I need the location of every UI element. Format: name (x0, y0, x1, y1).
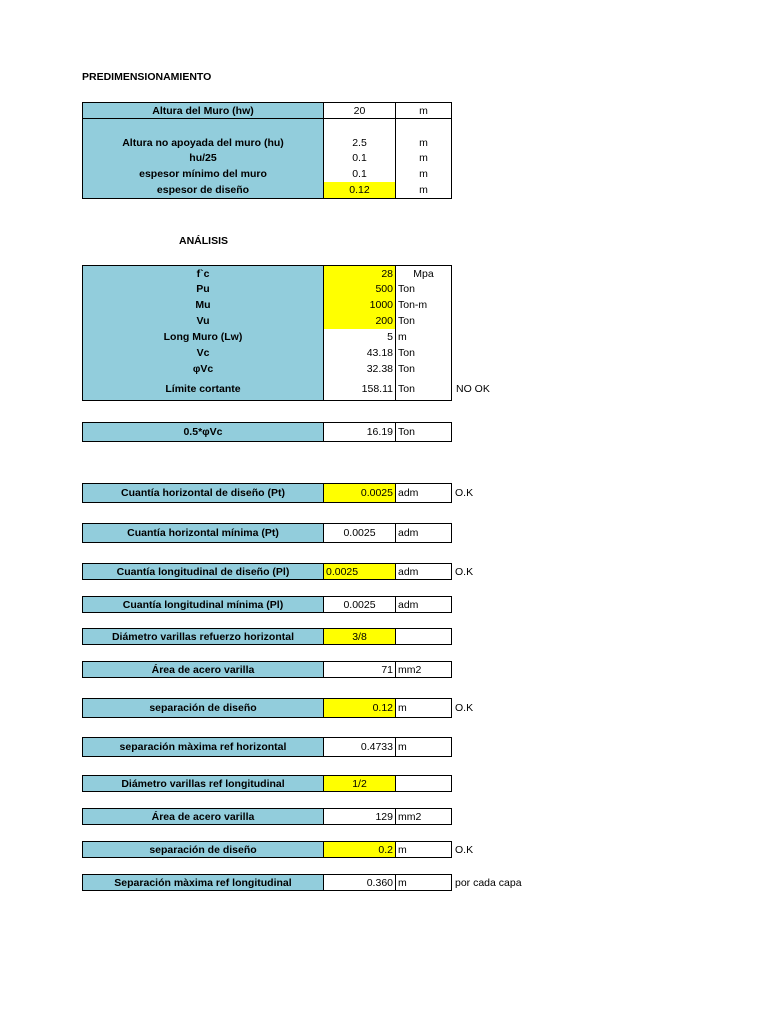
section-title-analisis: ANÁLISIS (179, 235, 229, 247)
table-row (82, 737, 452, 757)
row-unit: Ton (395, 313, 452, 330)
status-note: por cada capa (455, 876, 522, 889)
row-label: Área de acero varilla (82, 661, 324, 678)
row-label: Vc (82, 345, 324, 362)
row-unit: Mpa (395, 265, 452, 282)
row-value[interactable]: 200 (323, 313, 396, 330)
row-unit: Ton-m (395, 297, 452, 314)
row-label: Cuantía horizontal mínima (Pt) (82, 523, 324, 543)
row-unit: m (395, 841, 452, 858)
table-row (82, 329, 452, 346)
row-unit: m (395, 182, 452, 199)
row-value[interactable]: 2.5 (323, 118, 396, 151)
table-row (82, 102, 452, 119)
table-row (82, 361, 452, 378)
table-row (82, 150, 452, 167)
table-row (82, 377, 490, 401)
row-value[interactable]: 71 (323, 661, 396, 678)
row-label: Diámetro varillas ref longitudinal (82, 775, 324, 792)
row-value[interactable]: 3/8 (323, 628, 396, 645)
status-note: O.K (455, 487, 474, 499)
row-value[interactable]: 28 (323, 265, 396, 282)
table-row (82, 166, 452, 183)
row-unit: m (395, 102, 452, 119)
row-unit: Ton (395, 422, 452, 442)
row-label: Cuantía longitudinal mínima (Pl) (82, 596, 324, 613)
table-row (82, 523, 452, 543)
row-value[interactable]: 129 (323, 808, 396, 825)
row-unit: m (395, 874, 452, 891)
row-unit: m (395, 737, 452, 757)
row-unit: adm (395, 563, 452, 580)
row-unit: Ton (395, 345, 452, 362)
table-row (82, 775, 452, 792)
row-label: Cuantía longitudinal de diseño (Pl) (82, 563, 324, 580)
row-label: separación màxima ref horizontal (82, 737, 324, 757)
row-label: f`c (82, 265, 324, 282)
row-value[interactable]: 158.11 (323, 377, 396, 401)
row-label: Vu (82, 313, 324, 330)
row-label: espesor mínimo del muro (82, 166, 324, 183)
row-value[interactable]: 5 (323, 329, 396, 346)
row-unit: adm (395, 523, 452, 543)
status-note: O.K (455, 843, 474, 856)
status-note: NO OK (456, 383, 490, 395)
row-unit: m (395, 150, 452, 167)
table-row (82, 118, 452, 151)
row-unit: adm (395, 596, 452, 613)
row-value[interactable]: 0.2 (323, 841, 396, 858)
row-value[interactable]: 43.18 (323, 345, 396, 362)
row-value[interactable]: 0.0025 (323, 563, 396, 580)
row-label: Separación màxima ref longitudinal (82, 874, 324, 891)
row-value[interactable]: 0.1 (323, 150, 396, 167)
row-value[interactable]: 0.4733 (323, 737, 396, 757)
row-unit: m (395, 166, 452, 183)
table-row (82, 563, 473, 580)
row-label: hu/25 (82, 150, 324, 167)
table-row (82, 841, 473, 858)
row-value[interactable]: 16.19 (323, 422, 396, 442)
table-row (82, 422, 452, 442)
row-value[interactable]: 0.12 (323, 182, 396, 199)
row-unit (395, 628, 452, 645)
row-unit: Ton (395, 281, 452, 298)
row-unit: mm2 (395, 808, 452, 825)
table-row (82, 596, 452, 613)
table-row (82, 182, 452, 199)
row-value[interactable]: 500 (323, 281, 396, 298)
status-note: O.K (455, 702, 474, 714)
row-label: Cuantía horizontal de diseño (Pt) (82, 483, 324, 503)
row-label: Límite cortante (82, 377, 324, 401)
row-unit: m (395, 329, 452, 346)
row-label: Área de acero varilla (82, 808, 324, 825)
row-value[interactable]: 0.0025 (323, 596, 396, 613)
row-value[interactable]: 0.0025 (323, 523, 396, 543)
row-label: Altura del Muro (hw) (82, 102, 324, 119)
row-unit: mm2 (395, 661, 452, 678)
row-label: separación de diseño (82, 698, 324, 718)
table-row (82, 265, 452, 282)
table-row (82, 281, 452, 298)
section-title-predimensionamiento: PREDIMENSIONAMIENTO (82, 71, 212, 83)
table-row (82, 874, 522, 891)
row-unit: Ton (395, 361, 452, 378)
row-value[interactable]: 0.1 (323, 166, 396, 183)
row-label: Long Muro (Lw) (82, 329, 324, 346)
table-row (82, 808, 452, 825)
row-value[interactable]: 1/2 (323, 775, 396, 792)
status-note: O.K (455, 565, 474, 578)
row-value[interactable]: 0.0025 (323, 483, 396, 503)
row-unit: m (395, 118, 452, 151)
row-label: φVc (82, 361, 324, 378)
row-value[interactable]: 1000 (323, 297, 396, 314)
row-label: Mu (82, 297, 324, 314)
row-unit: m (395, 698, 452, 718)
row-value[interactable]: 32.38 (323, 361, 396, 378)
row-label: Altura no apoyada del muro (hu) (82, 118, 324, 151)
table-row (82, 345, 452, 362)
row-unit: Ton (395, 377, 452, 401)
row-value[interactable]: 0.360 (323, 874, 396, 891)
row-label: 0.5*φVc (82, 422, 324, 442)
table-row (82, 313, 452, 330)
row-value[interactable]: 0.12 (323, 698, 396, 718)
table-row (82, 297, 452, 314)
table-row (82, 661, 452, 678)
table-row (82, 698, 473, 718)
row-label: Diámetro varillas refuerzo horizontal (82, 628, 324, 645)
row-label: separación de diseño (82, 841, 324, 858)
row-unit (395, 775, 452, 792)
row-value[interactable]: 20 (323, 102, 396, 119)
table-row (82, 628, 452, 645)
row-label: Pu (82, 281, 324, 298)
row-label: espesor de diseño (82, 182, 324, 199)
row-unit: adm (395, 483, 452, 503)
table-row (82, 483, 473, 503)
